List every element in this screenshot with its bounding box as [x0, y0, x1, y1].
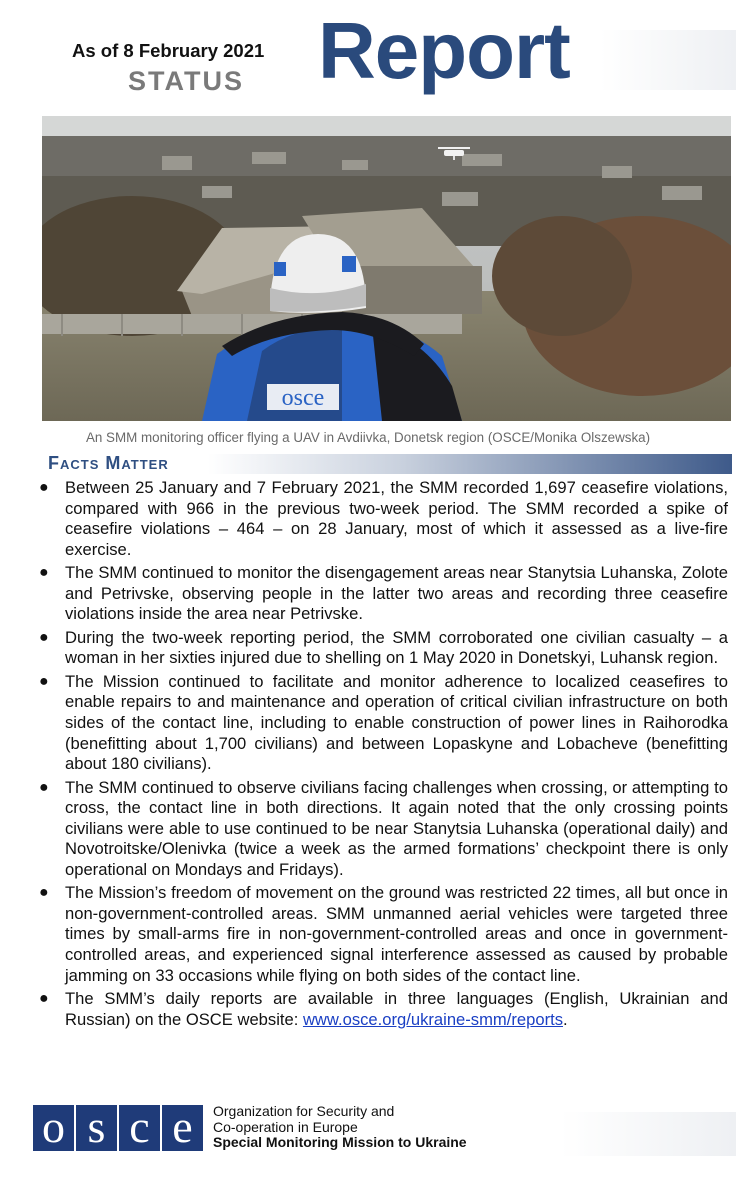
header-photo: [42, 116, 731, 421]
footer-gradient-band: [560, 1112, 736, 1156]
bullet-dot-icon: ●: [39, 628, 49, 646]
logo-letter: o: [33, 1105, 74, 1151]
osce-logo: [33, 1101, 203, 1152]
page-title: Report: [318, 6, 570, 95]
org-line-3: Special Monitoring Mission to Ukraine: [213, 1134, 467, 1150]
bullet-dot-icon: ●: [39, 778, 49, 796]
bullet-dot-icon: ●: [39, 564, 49, 582]
list-item-text: During the two-week reporting period, the SMM corroborated one civilian casualty – a woman in her sixties injured due to shelling on 1 May 2020 in Donetskyi, Luhansk region.: [65, 627, 728, 668]
vest-osce-text: osce: [281, 385, 325, 411]
header-gradient-band: [600, 30, 736, 90]
list-item-end: .: [563, 1009, 568, 1029]
list-item: [36, 563, 728, 625]
list-item: [36, 778, 728, 881]
facts-list: [36, 478, 728, 1033]
list-item-text: The SMM continued to monitor the disengagement areas near Stanytsia Luhanska, Zolote and Petrivske, observing people in the latter two areas and recording three ceasefire violations inside the area near Petrivske.: [65, 563, 728, 624]
bullet-dot-icon: ●: [39, 884, 49, 902]
list-item-text: The SMM’s daily reports are available in three languages (English, Ukrainian and Russian) on the OSCE website:: [65, 989, 728, 1029]
logo-letter: c: [119, 1105, 160, 1151]
list-item-text: Between 25 January and 7 February 2021, the SMM recorded 1,697 ceasefire violations, compared with 966 in the previous two-week period. The SMM recorded a spike of ceasefire violations – 464 – on 28 January, most of which it assessed as a live-fire exercise.: [65, 478, 728, 559]
org-line-1: Organization for Security and: [213, 1103, 395, 1119]
logo-letter: s: [76, 1105, 117, 1151]
organization-name: [213, 1104, 467, 1151]
facts-section-title: Facts Matter: [48, 453, 169, 473]
report-date: As of 8 February 2021: [72, 40, 265, 61]
list-item: [36, 672, 728, 775]
bullet-dot-icon: ●: [39, 990, 49, 1008]
list-item: [36, 989, 728, 1030]
list-item-text: The Mission’s freedom of movement on the ground was restricted 22 times, all but once in non-government-controlled areas. SMM unmanned aerial vehicles were targeted three times by small-arms fire in non-government-controlled areas and once in government-controlled areas, and experienced signal interference assessed as caused by probable jamming on 33 occasions while flying on both sides of the contact line.: [65, 883, 728, 985]
list-item-text: The Mission continued to facilitate and monitor adherence to localized ceasefires to enable repairs to and maintenance and operation of critical civilian infrastructure on both sides of the contact line, including to enable construction of power lines in Raihorodka (benefitting about 1,700 civilians) and between Lopaskyne and Lobacheve (benefitting about 180 civilians).: [65, 671, 728, 774]
list-item: [36, 628, 728, 669]
bullet-dot-icon: ●: [39, 672, 49, 690]
list-item: [36, 478, 728, 560]
bullet-dot-icon: ●: [39, 479, 49, 496]
logo-letter: e: [162, 1105, 203, 1151]
photo-caption: An SMM monitoring officer flying a UAV in Avdiivka, Donetsk region (OSCE/Monika Olszewska): [85, 430, 651, 445]
org-line-2: Co-operation in Europe: [213, 1118, 358, 1135]
reports-link[interactable]: www.osce.org/ukraine-smm/reports: [302, 1009, 563, 1029]
list-item: [36, 883, 728, 986]
status-label: STATUS: [128, 66, 244, 96]
list-item-text: The SMM continued to observe civilians facing challenges when crossing, or attempting to cross, the contact line in both directions. It again noted that the only crossing points civilians were able to use continued to be near Stanytsia Luhanska (operational daily) and Novotroitske/Olenivka (twice a week as the armed formations’ checkpoint there is only operational on Mondays and Fridays).: [65, 777, 728, 879]
photo-illustration: [42, 116, 731, 421]
